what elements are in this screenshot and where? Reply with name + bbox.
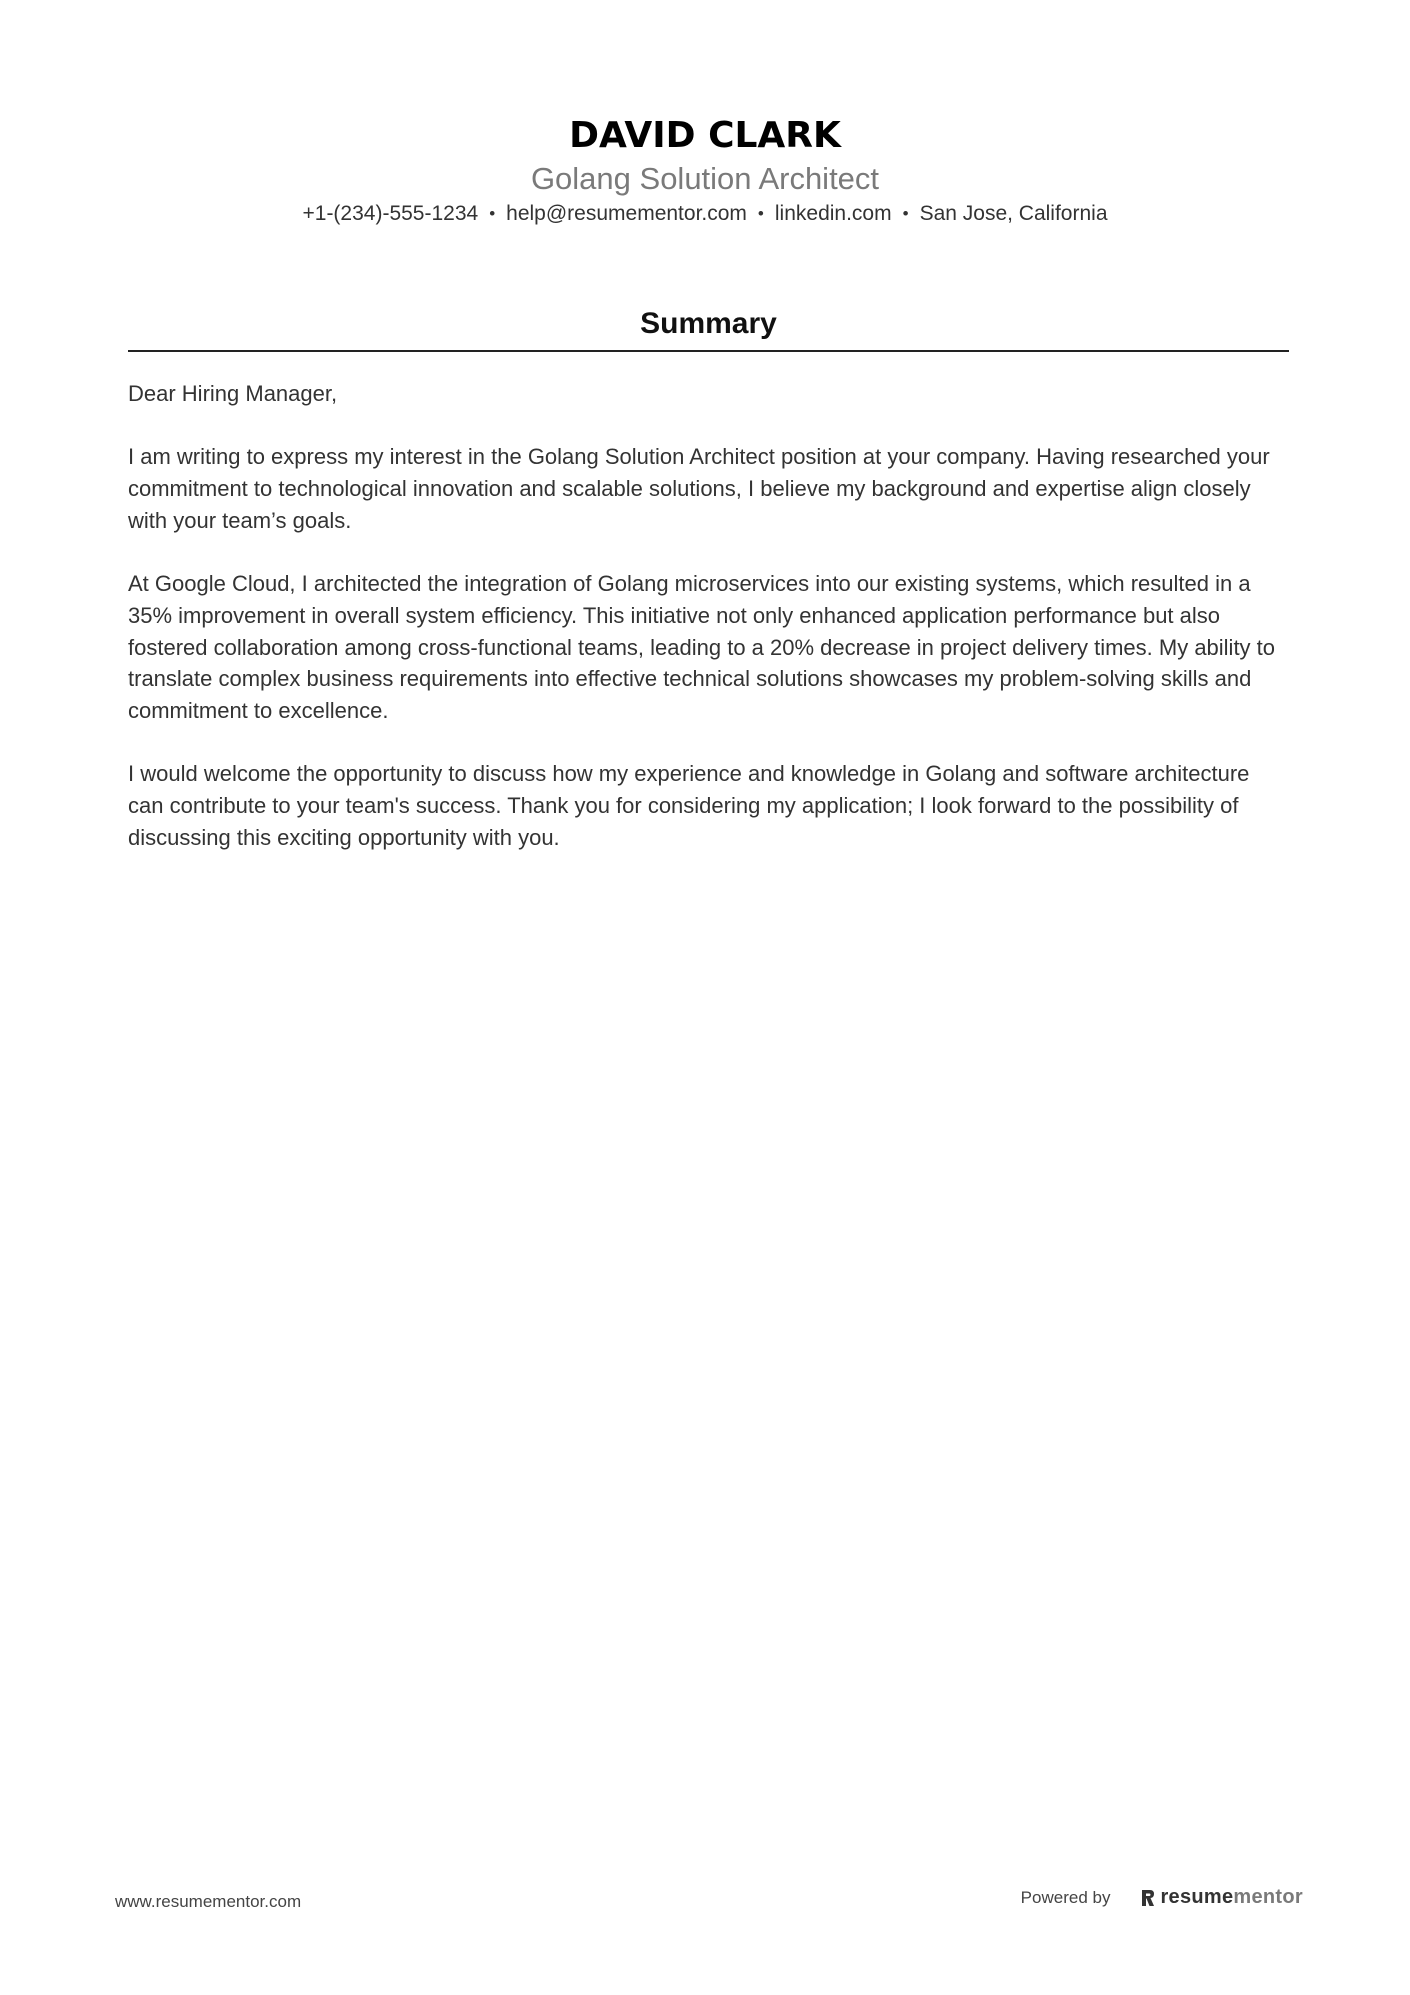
letter-greeting: Dear Hiring Manager, [128, 381, 338, 406]
bullet-separator: • [902, 204, 909, 223]
resumementor-logo-icon [1140, 1888, 1156, 1908]
section-title: Summary [128, 304, 1289, 352]
contact-email[interactable]: help@resumementor.com [506, 202, 747, 225]
contact-phone: +1-(234)-555-1234 [302, 202, 479, 225]
brand-text-mentor: mentor [1233, 1886, 1303, 1908]
footer-powered-by [1021, 1886, 1303, 1909]
letter-paragraph: I would welcome the opportunity to discuss how my experience and knowledge in Golang and software architecture can contribute to your team's success. Thank you for considering my application; I look forward to the possibility of discussing this exciting opportunity with you. [128, 761, 1250, 850]
bullet-separator: • [757, 204, 764, 223]
footer-website-link[interactable]: www.resumementor.com [115, 1892, 302, 1911]
header [0, 112, 1410, 231]
candidate-role: Golang Solution Architect [530, 161, 880, 196]
candidate-name: DAVID CLARK [569, 115, 841, 156]
letter-paragraph: I am writing to express my interest in the Golang Solution Architect position at your company. Having researched your commitment to technological innovation and scalable solutions, I believe my background and expertise align closely with your team’s goals. [128, 444, 1270, 533]
contact-line [0, 198, 1410, 231]
resumementor-brand[interactable] [1140, 1886, 1303, 1909]
letter-paragraph: At Google Cloud, I architected the integration of Golang microservices into our existing systems, which resulted in a 35% improvement in overall system efficiency. This initiative not only enhanced application performance but also fostered collaboration among cross-functional teams, leading to a 20% decrease in project delivery times. My ability to translate complex business requirements into effective technical solutions showcases my problem-solving skills and commitment to excellence. [128, 571, 1276, 723]
contact-linkedin[interactable]: linkedin.com [774, 202, 892, 225]
powered-by-label: Powered by [1020, 1887, 1111, 1907]
letter-body [128, 378, 1289, 854]
contact-location: San Jose, California [919, 202, 1108, 225]
bullet-separator: • [489, 204, 496, 223]
brand-text-resume: resume [1160, 1886, 1234, 1908]
summary-section [128, 304, 1289, 885]
